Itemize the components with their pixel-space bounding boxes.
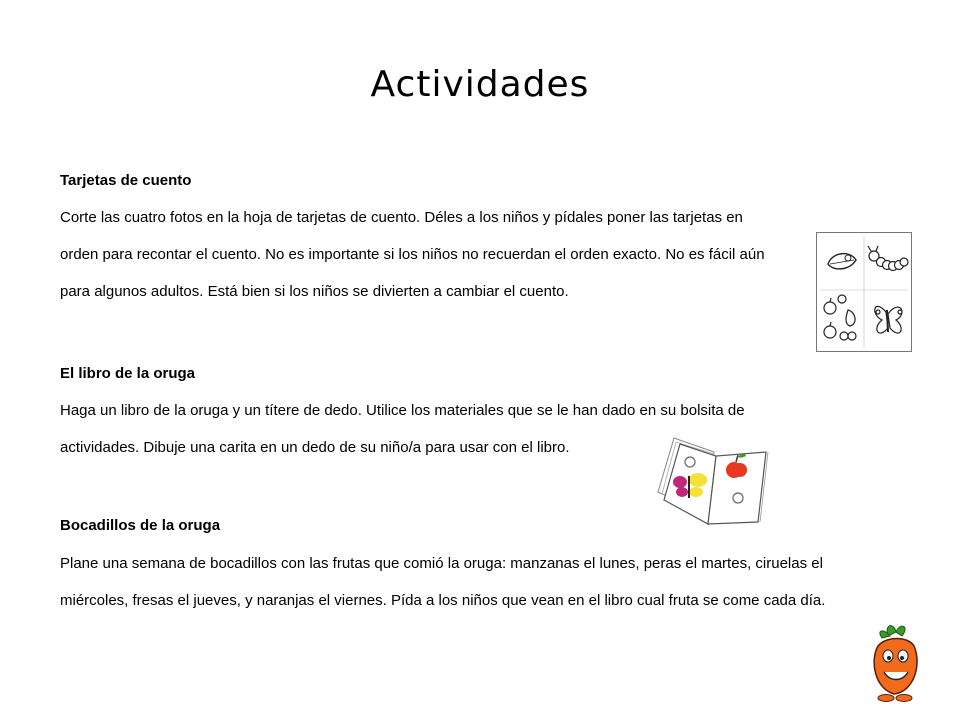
butterfly-icon: [673, 473, 707, 498]
text-line: Haga un libro de la oruga y un títere de dedo. Utilice los materiales que se le han dado en su bolsita de: [60, 402, 745, 419]
text-line: para algunos adultos. Está bien si los niños se divierten a cambiar el cuento.: [60, 283, 569, 300]
section-body-caterpillar-book: [60, 392, 745, 466]
text-line: miércoles, fresas el jueves, y naranjas el viernes. Pída a los niños que vean en el libro cual fruta se come cada día.: [60, 592, 826, 609]
section-heading-story-cards: Tarjetas de cuento: [60, 172, 192, 189]
fruit-mascot-image: [868, 620, 924, 704]
text-line: Corte las cuatro fotos en la hoja de tarjetas de cuento. Déles a los niños y pídales poner las tarjetas en: [60, 209, 743, 226]
page-title: Actividades: [370, 64, 590, 105]
section-heading-caterpillar-book: El libro de la oruga: [60, 365, 196, 382]
caterpillar-book-image: [654, 430, 772, 530]
text-line: orden para recontar el cuento. No es importante si los niños no recuerdan el orden exacto. No es fácil aún: [60, 246, 765, 263]
section-body-caterpillar-snacks: [60, 545, 825, 619]
text-line: actividades. Dibuje una carita en un dedo de su niño/a para usar con el libro.: [60, 439, 570, 456]
story-cards-image: [816, 232, 912, 352]
section-body-story-cards: [60, 199, 765, 310]
text-line: Plane una semana de bocadillos con las frutas que comió la oruga: manzanas el lunes, peras el martes, ciruelas el: [60, 555, 823, 572]
section-heading-caterpillar-snacks: Bocadillos de la oruga: [60, 517, 221, 534]
